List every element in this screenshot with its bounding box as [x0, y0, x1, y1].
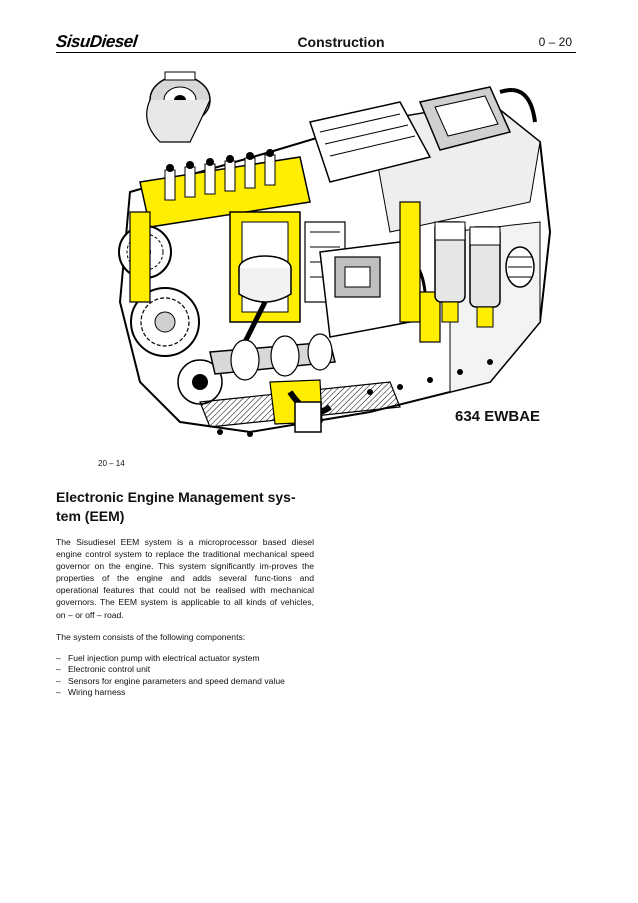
header-rule [56, 52, 576, 53]
list-item: – Wiring harness [56, 687, 314, 699]
component-list [56, 653, 314, 699]
page-number: 0 – 20 [538, 35, 572, 49]
engine-cutaway-figure [70, 62, 570, 462]
brand-logo: SisuDiesel [55, 32, 139, 51]
turbocharger [147, 72, 210, 142]
engine-model-label: 634 EWBAE [455, 408, 541, 425]
components-lead-paragraph: The system consists of the following components: [56, 631, 246, 642]
page-header [56, 30, 576, 54]
list-item: – Fuel injection pump with electrical actuator system [56, 653, 314, 665]
list-item: – Electronic control unit [56, 664, 314, 676]
oil-filler-cap [506, 247, 534, 287]
section-title: Electronic Engine Management sys-tem (EEM) [56, 489, 296, 524]
figure-number: 20 – 14 [98, 459, 125, 468]
list-item: – Sensors for engine parameters and speed demand value [56, 676, 314, 688]
engine-cutaway-drawing [70, 62, 570, 462]
eem-section [56, 488, 314, 699]
chapter-title: Construction [297, 34, 385, 50]
intro-paragraph: The Sisudiesel EEM system is a microprocessor based diesel engine control system to replace the traditional mechanical speed governor on the engine. This system significantly im-proves the properties of the engine and adds several func-tions and operational features that could not be realised with mechanical governors. The EEM system is applicable to all kinds of vehicles, on – or off – road. [56, 537, 314, 620]
